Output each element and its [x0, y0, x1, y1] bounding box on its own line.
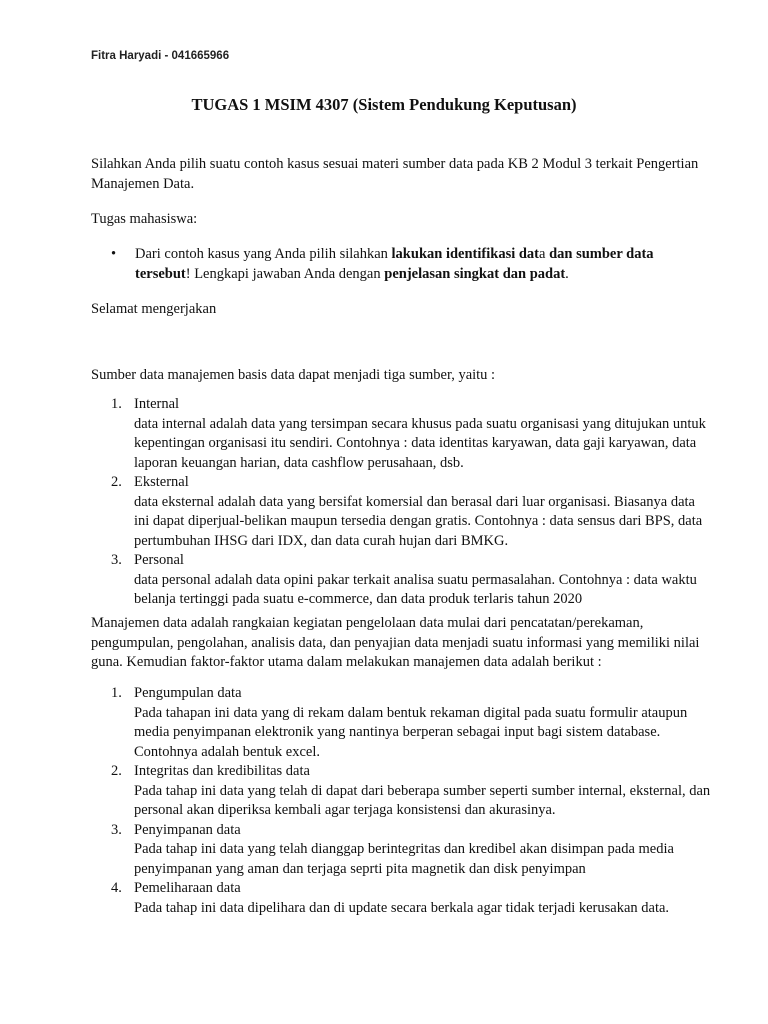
bullet-text-part: Dari contoh kasus yang Anda pilih silahkan: [135, 246, 392, 262]
bullet-bold-part: lakukan identifikasi dat: [391, 246, 540, 262]
list-item: [111, 684, 711, 762]
bullet-bold-part: dan sumber data tersebut: [135, 246, 654, 282]
bullet-bold-part: penjelasan singkat dan padat: [384, 265, 566, 282]
list-item-desc: Pada tahap ini data yang telah di dapat dari beberapa sumber seperti sumber internal, eksternal, dan personal akan diperiksa kembali agar terjaga konsistensi dan akurasinya.: [134, 782, 711, 818]
list-number: 2.: [111, 474, 122, 490]
list-item-desc: Pada tahapan ini data yang di rekam dalam bentuk rekaman digital pada suatu formulir ataupun media penyimpanan elektronik yang nantinya berperan sebagai input bagi sistem database. Contohnya adalah bentuk excel.: [134, 704, 688, 760]
bullet-text-part: ! Lengkapi jawaban Anda dengan: [185, 265, 385, 282]
list-item: [111, 551, 711, 610]
list-item-title: Penyimpanan data: [134, 821, 241, 838]
list-item-title: Pengumpulan data: [134, 685, 242, 701]
manajemen-paragraph: Manajemen data adalah rangkaian kegiatan pengelolaan data mulai dari pencatatan/perekaman, pengumpulan, pengolahan, analisis data, dan penyajian data menjadi suatu informasi yang memiliki nilai guna. Kemudian faktor-faktor utama dalam melakukan manajemen data adalah berikut :: [91, 615, 700, 670]
list-item-title: Eksternal: [134, 474, 189, 490]
list-item-title: Pemeliharaan data: [134, 880, 241, 896]
list-number: 4.: [111, 880, 122, 896]
list-item-desc: data internal adalah data yang tersimpan secara khusus pada suatu organisasi yang ditujukan untuk kepentingan organisasi itu sendiri. Contohnya : data identitas karyawan, data gaji karyawan, data laporan keuangan harian, data cashflow perusahaan, dsb.: [134, 415, 706, 471]
tugas-label: Tugas mahasiswa:: [91, 211, 198, 227]
list-item-desc: Pada tahap ini data yang telah dianggap berintegritas dan kredibel akan disimpan pada media penyimpanan yang aman dan terjaga seprti pita magnetik dan disk penyimpan: [134, 841, 674, 877]
list-item-title: Personal: [134, 552, 184, 568]
list-number: 1.: [111, 396, 122, 412]
list-item: [111, 473, 711, 551]
author-line: Fitra Haryadi - 041665966: [91, 50, 230, 62]
list-number: 2.: [111, 763, 122, 779]
list-item-title: Internal: [134, 396, 180, 412]
bullet-mark: •: [111, 246, 117, 262]
sumber-list: [111, 395, 711, 610]
list-number: 3.: [111, 821, 122, 838]
list-item: [111, 821, 711, 880]
list-item-desc: data personal adalah data opini pakar terkait analisa suatu permasalahan. Contohnya : data waktu belanja tertinggi pada suatu e-commerce, dan data produk terlaris tahun 2020: [134, 571, 697, 607]
list-item-desc: Pada tahap ini data dipelihara dan di update secara berkala agar tidak terjadi kerusakan data.: [134, 899, 670, 916]
list-item: [111, 879, 711, 918]
document-title: TUGAS 1 MSIM 4307 (Sistem Pendukung Keputusan): [191, 95, 577, 114]
list-item-title: Integritas dan kredibilitas data: [134, 763, 310, 779]
bullet-text-part: a: [539, 246, 550, 262]
closing-text: Selamat mengerjakan: [91, 301, 217, 317]
list-item: [111, 762, 711, 821]
bullet-text-part: .: [565, 265, 569, 282]
list-item-desc: data eksternal adalah data yang bersifat komersial dan berasal dari luar organisasi. Biasanya data ini dapat diperjual-belikan maupun tersedia dengan gratis. Contohnya : data sensus dari BPS, data pertumbuhan IHSG dari IDX, dan data curah hujan dari BMKG.: [134, 493, 703, 549]
list-number: 1.: [111, 685, 122, 701]
sumber-intro: Sumber data manajemen basis data dapat menjadi tiga sumber, yaitu :: [91, 367, 496, 383]
intro-paragraph: Silahkan Anda pilih suatu contoh kasus sesuai materi sumber data pada KB 2 Modul 3 terkait Pengertian Manajemen Data.: [91, 156, 699, 192]
list-item: [111, 395, 711, 473]
list-number: 3.: [111, 552, 122, 568]
task-bullet-text: [135, 245, 705, 284]
faktor-list: [111, 684, 711, 918]
